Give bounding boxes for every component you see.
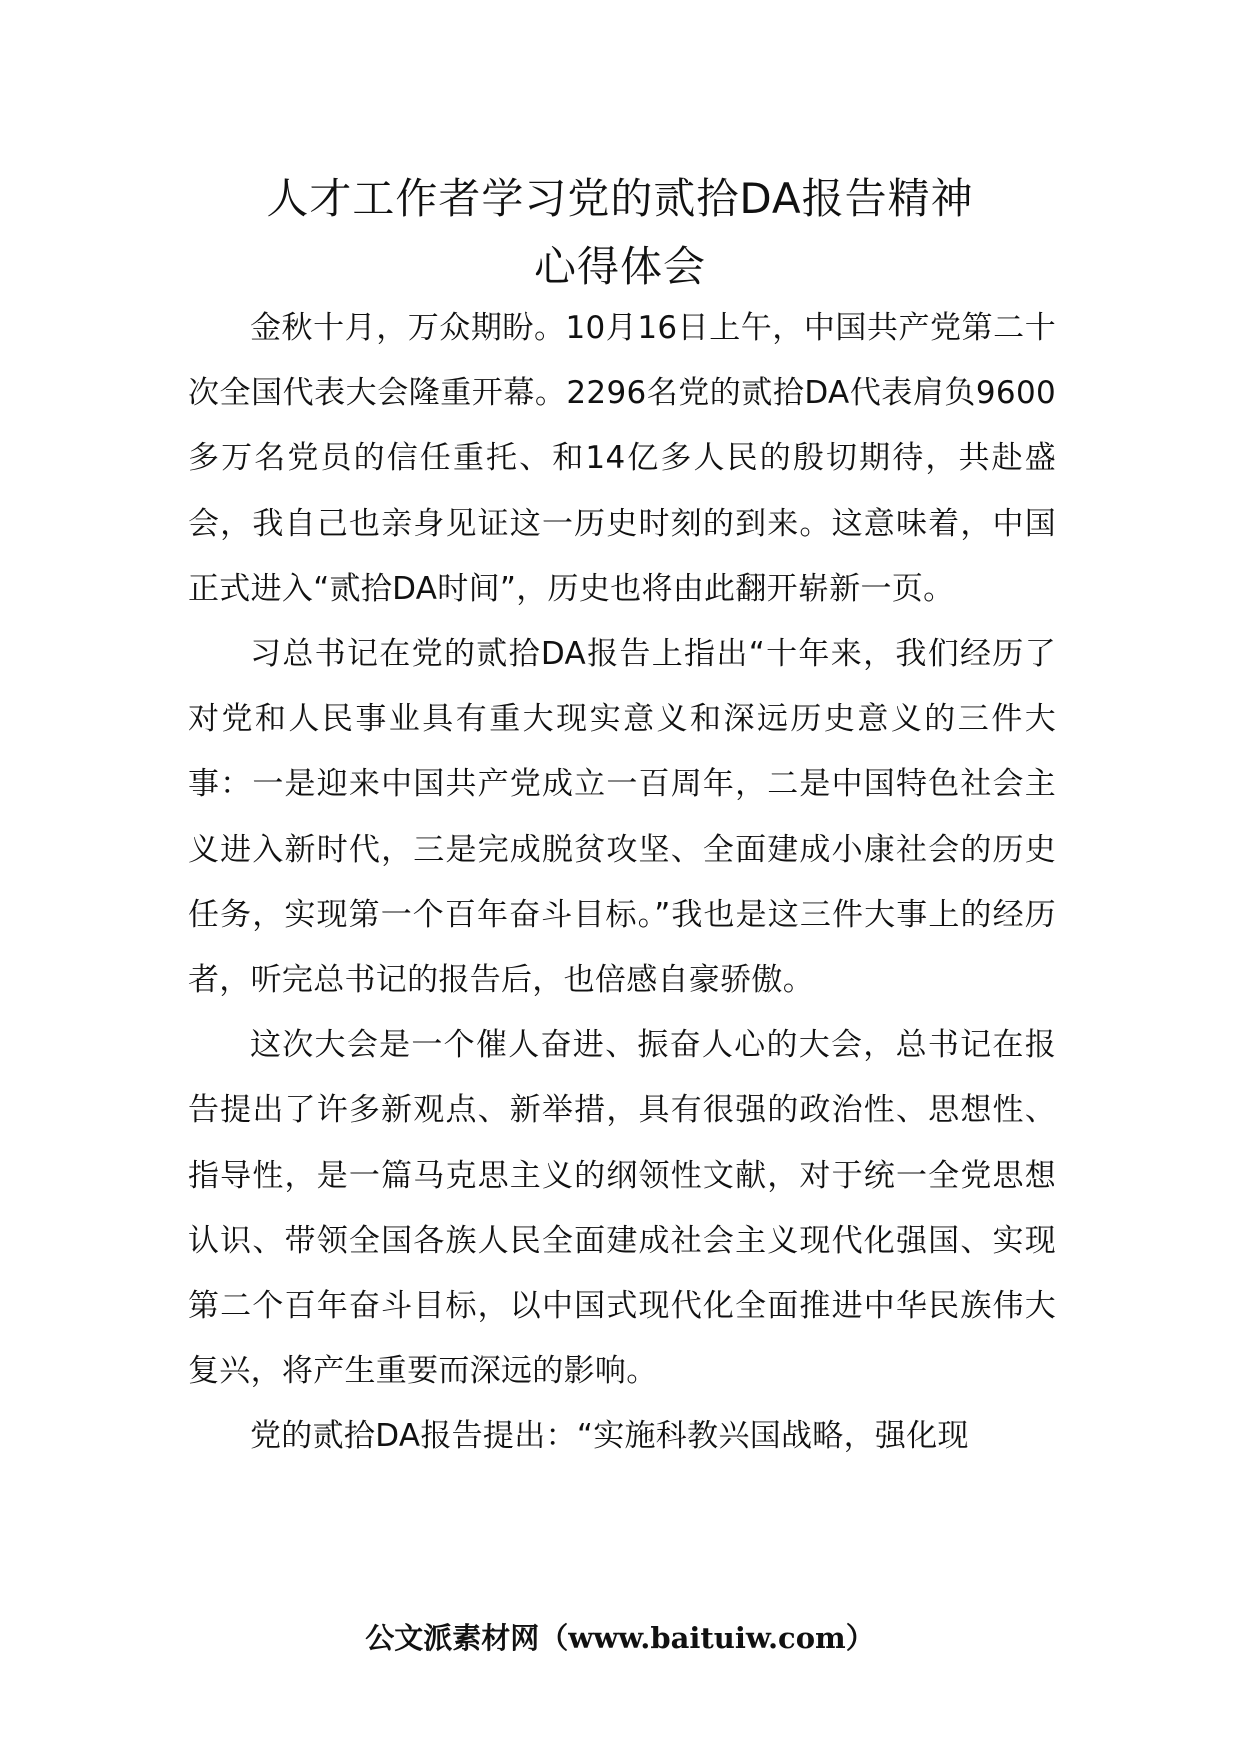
paragraph-2: 习总书记在党的贰拾DA报告上指出“十年来，我们经历了对党和人民事业具有重大现实意义和深远历史意义的三件大事：一是迎来中国共产党成立一百周年，二是中国特色社会主义进入新时代，三是完成脱贫攻坚、全面建成小康社会的历史任务，实现第一个百年奋斗目标。”我也是这三件大事上的经历者，听完总书记的报告后，也倍感自豪骄傲。 bbox=[188, 636, 1056, 999]
document-body bbox=[188, 296, 1056, 1470]
document-title-line1: 人才工作者学习党的贰拾DA报告精神 bbox=[266, 174, 974, 223]
paragraph-3: 这次大会是一个催人奋进、振奋人心的大会，总书记在报告提出了许多新观点、新举措，具有很强的政治性、思想性、指导性，是一篇马克思主义的纲领性文献，对于统一全党思想认识、带领全国各族人民全面建成社会主义现代化强国、实现第二个百年奋斗目标，以中国式现代化全面推进中华民族伟大复兴，将产生重要而深远的影响。 bbox=[188, 1027, 1056, 1390]
paragraph-4: 党的贰拾DA报告提出：“实施科教兴国战略，强化现 bbox=[250, 1418, 969, 1455]
document-title-line2: 心得体会 bbox=[533, 242, 706, 291]
paragraph-1: 金秋十月，万众期盼。10月16日上午，中国共产党第二十次全国代表大会隆重开幕。2296名党的贰拾DA代表肩负9600多万名党员的信任重托、和14亿多人民的殷切期待，共赴盛会，我自己也亲身见证这一历史时刻的到来。这意味着，中国正式进入“贰拾DA时间”，历史也将由此翻开崭新一页。 bbox=[188, 310, 1056, 607]
footer-source: 公文派素材网（www.baituiw.com） bbox=[365, 1621, 875, 1655]
